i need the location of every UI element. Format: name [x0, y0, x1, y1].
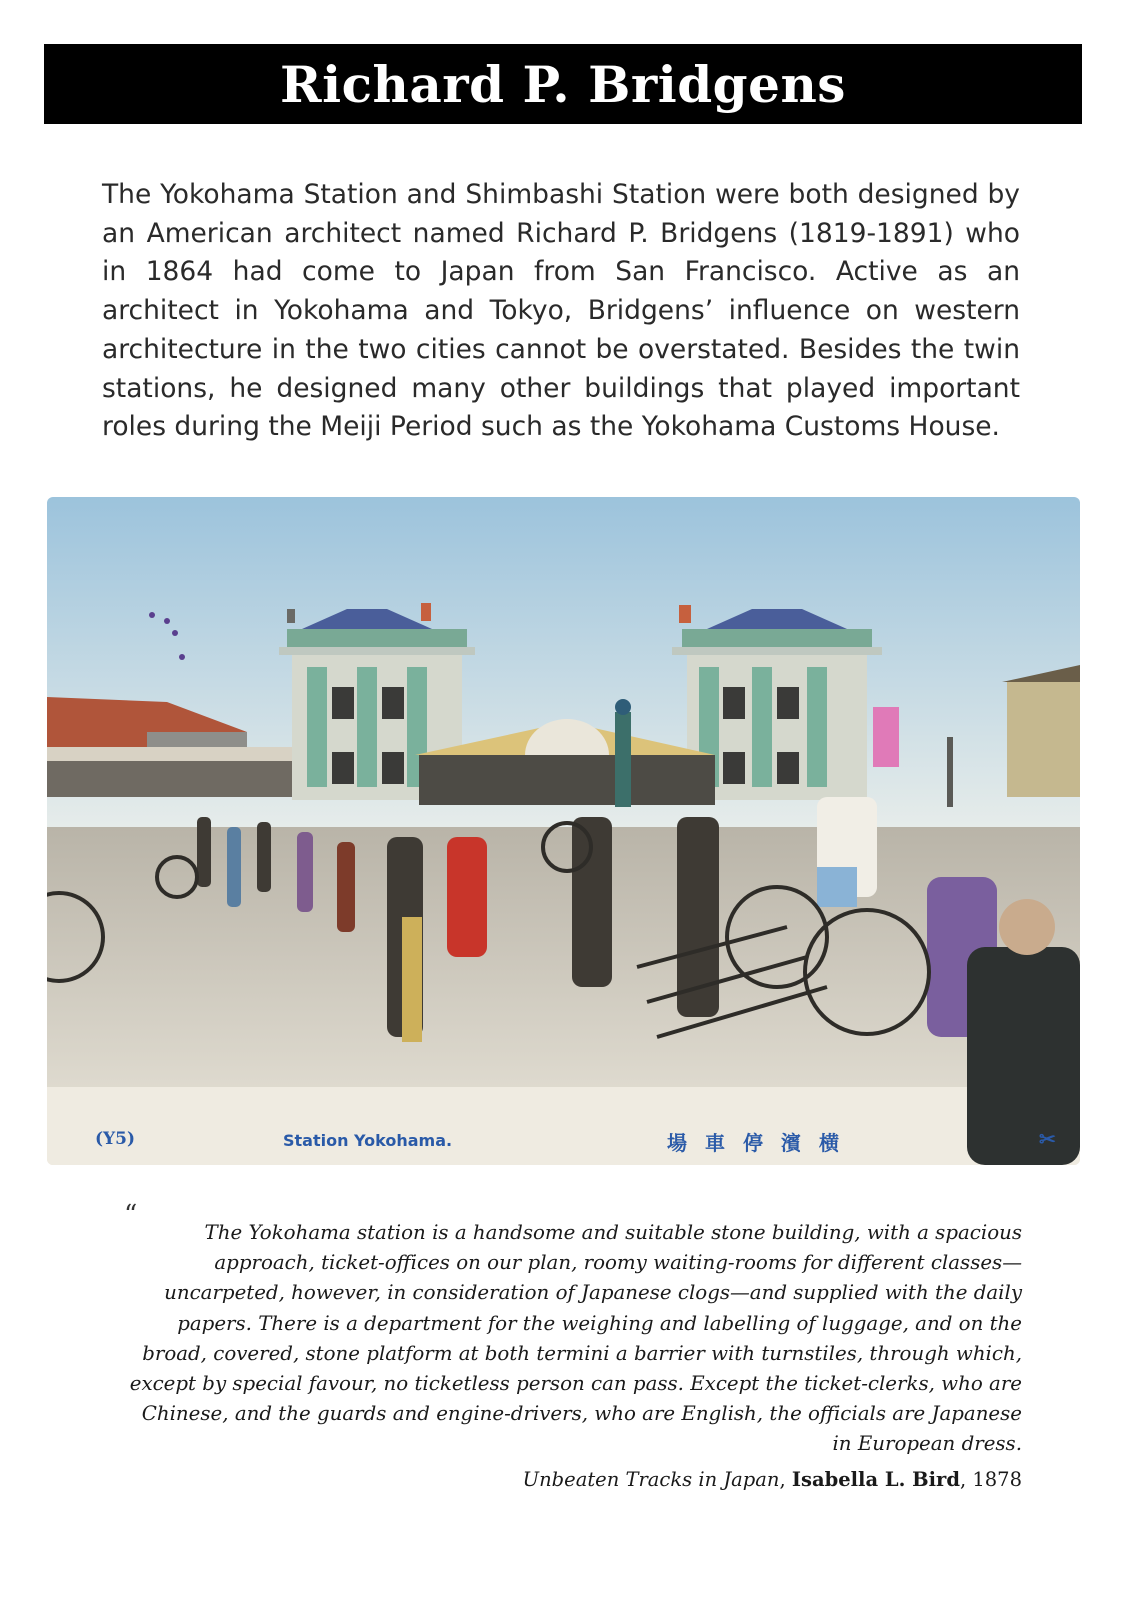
- page-title: Richard P. Bridgens: [280, 54, 846, 114]
- postcard-caption: Station Yokohama.: [283, 1131, 453, 1150]
- title-bar: [44, 44, 1082, 124]
- station-postcard-image: [47, 497, 1080, 1165]
- citation-year: , 1878: [959, 1468, 1022, 1491]
- postcard-illustration: [47, 497, 1080, 1165]
- citation: [300, 1468, 1022, 1491]
- postcard-code: (Y5): [95, 1129, 136, 1149]
- citation-book-title: Unbeaten Tracks in Japan: [522, 1468, 780, 1491]
- citation-author: Isabella L. Bird: [791, 1468, 960, 1491]
- publisher-mark-icon: ✂: [1039, 1127, 1056, 1151]
- citation-separator: ,: [779, 1468, 792, 1491]
- quote-open-mark: “: [124, 1200, 138, 1230]
- quote-text: The Yokohama station is a handsome and suitable stone building, with a spacious approach, ticket-offices on our plan, roomy waiting-rooms for different classes—uncarpeted, however, in consideration of Japanese clogs—and supplied with the daily papers. There is a department for the weighing and labelling of luggage, and on the broad, covered, stone platform at both termini a barrier with turnstiles, through which, except by special favour, no ticketless person can pass. Except the ticket-clerks, who are Chinese, and the guards and engine-drivers, who are English, the officials are Japanese in European dress.: [129, 1221, 1022, 1456]
- postcard-kanji-caption: 場車停濱横: [667, 1131, 857, 1155]
- intro-paragraph: The Yokohama Station and Shimbashi Station were both designed by an American architect named Richard P. Bridgens (1819-1891) who in 1864 had come to Japan from San Francisco. Active as an architect in Yokohama and Tokyo, Bridgens’ influence on western architecture in the two cities cannot be overstated. Besides the twin stations, he designed many other buildings that played important roles during the Meiji Period such as the Yokohama Customs House.: [102, 179, 1020, 443]
